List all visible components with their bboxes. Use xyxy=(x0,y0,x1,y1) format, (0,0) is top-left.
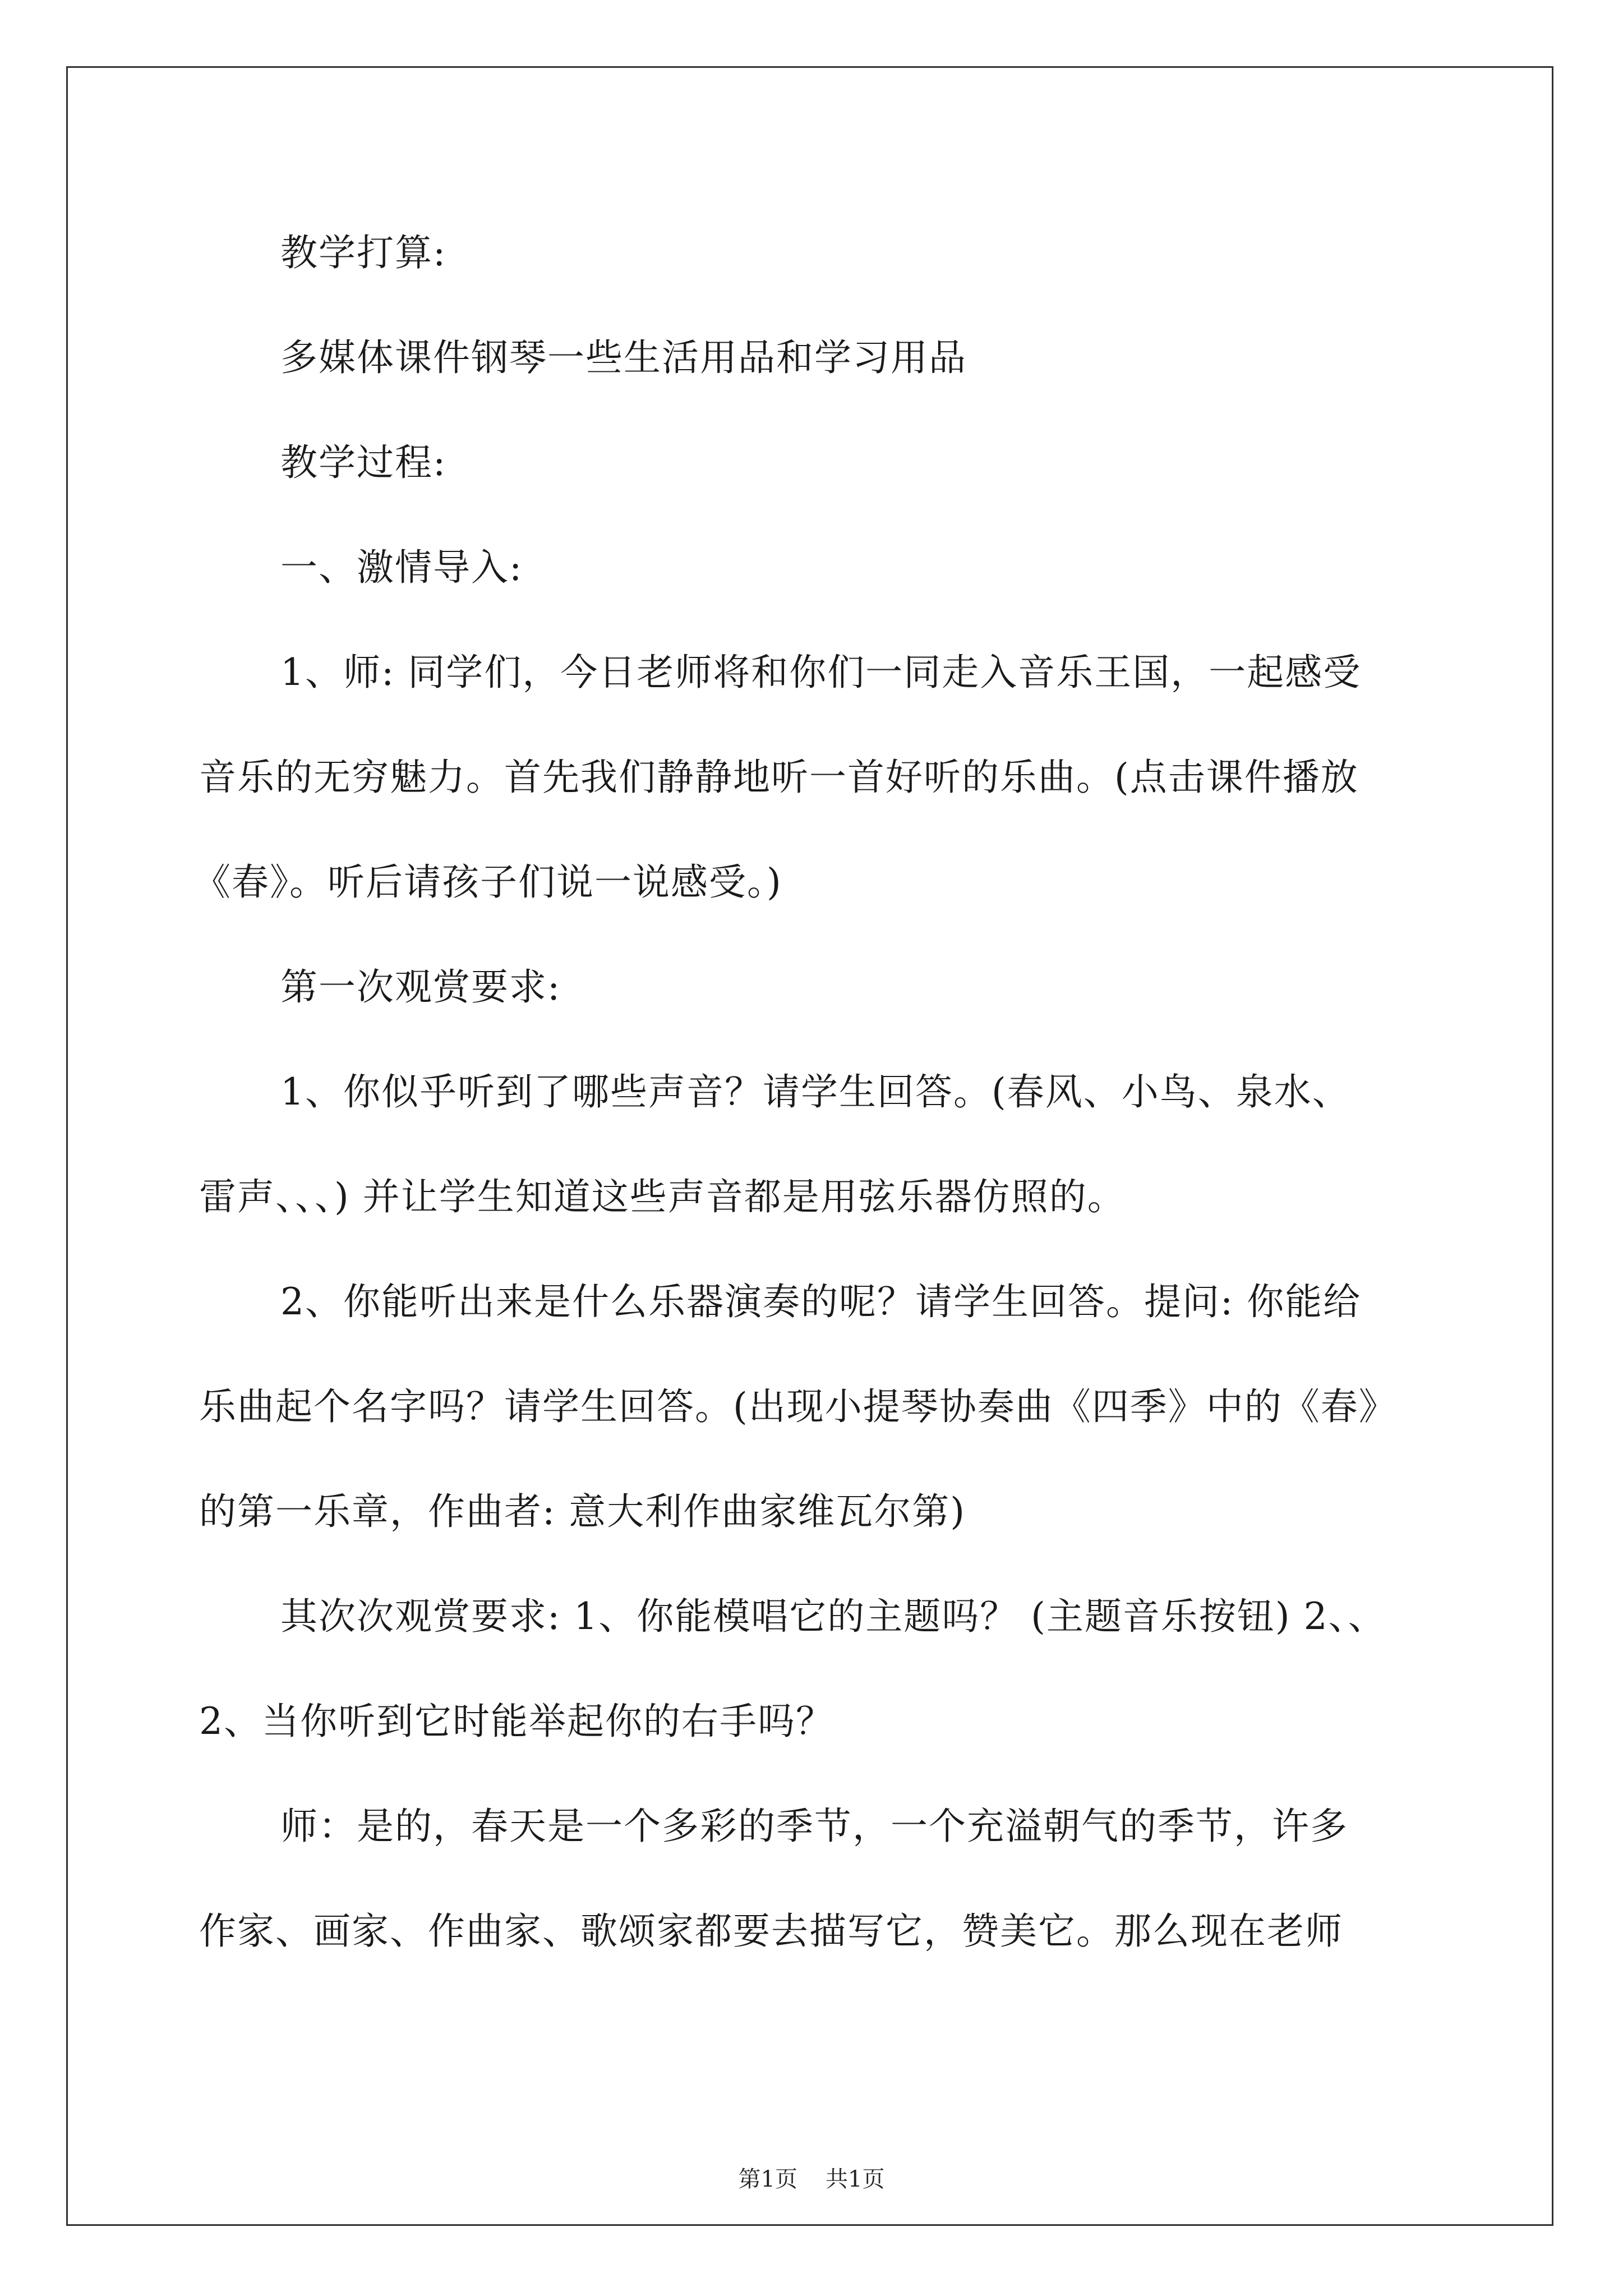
page-number: 第1页 xyxy=(738,2166,797,2192)
heading-section-one: 一、激情导入: xyxy=(280,546,523,589)
heading-teaching-preparation: 教学打算: xyxy=(280,231,447,274)
paragraph-teacher-spring-line-2: 作家、画家、作曲家、歌颂家都要去描写它，赞美它。那么现在老师 xyxy=(199,1910,1343,1953)
paragraph-question-2-line-3: 的第一乐章，作曲者: 意大利作曲家维瓦尔第) xyxy=(199,1490,966,1533)
paragraph-materials: 多媒体课件钢琴一些生活用品和学习用品 xyxy=(280,336,967,379)
paragraph-question-2-line-1: 2、你能听出来是什么乐器演奏的呢？请学生回答。提问: 你能给 xyxy=(280,1280,1362,1323)
paragraph-teacher-spring-line-1: 师：是的，春天是一个多彩的季节，一个充溢朝气的季节，许多 xyxy=(280,1805,1348,1848)
paragraph-teacher-intro-line-3: 《春》。听后请孩子们说一说感受。) xyxy=(193,861,782,904)
paragraph-second-listening-line-1: 其次次观赏要求: 1、你能模唱它的主题吗？ (主题音乐按钮) 2、、 xyxy=(280,1595,1386,1638)
paragraph-teacher-intro-line-1: 1、师: 同学们，今日老师将和你们一同走入音乐王国，一起感受 xyxy=(280,651,1362,694)
paragraph-question-1-line-1: 1、你似乎听到了哪些声音？请学生回答。(春风、小鸟、泉水、 xyxy=(280,1070,1350,1114)
paragraph-teacher-intro-line-2: 音乐的无穷魅力。首先我们静静地听一首好听的乐曲。(点击课件播放 xyxy=(199,756,1359,799)
page-border xyxy=(66,66,1553,2226)
paragraph-question-1-line-2: 雷声、、、) 并让学生知道这些声音都是用弦乐器仿照的。 xyxy=(199,1175,1126,1218)
page-total: 共1页 xyxy=(826,2166,885,2192)
paragraph-question-2-line-2: 乐曲起个名字吗？请学生回答。(出现小提琴协奏曲《四季》中的《春》 xyxy=(199,1385,1397,1428)
page-footer xyxy=(0,2168,1623,2191)
paragraph-second-listening-line-2: 2、当你听到它时能举起你的右手吗？ xyxy=(199,1700,834,1743)
heading-first-listening: 第一次观赏要求: xyxy=(280,965,561,1009)
heading-teaching-process: 教学过程: xyxy=(280,441,447,484)
